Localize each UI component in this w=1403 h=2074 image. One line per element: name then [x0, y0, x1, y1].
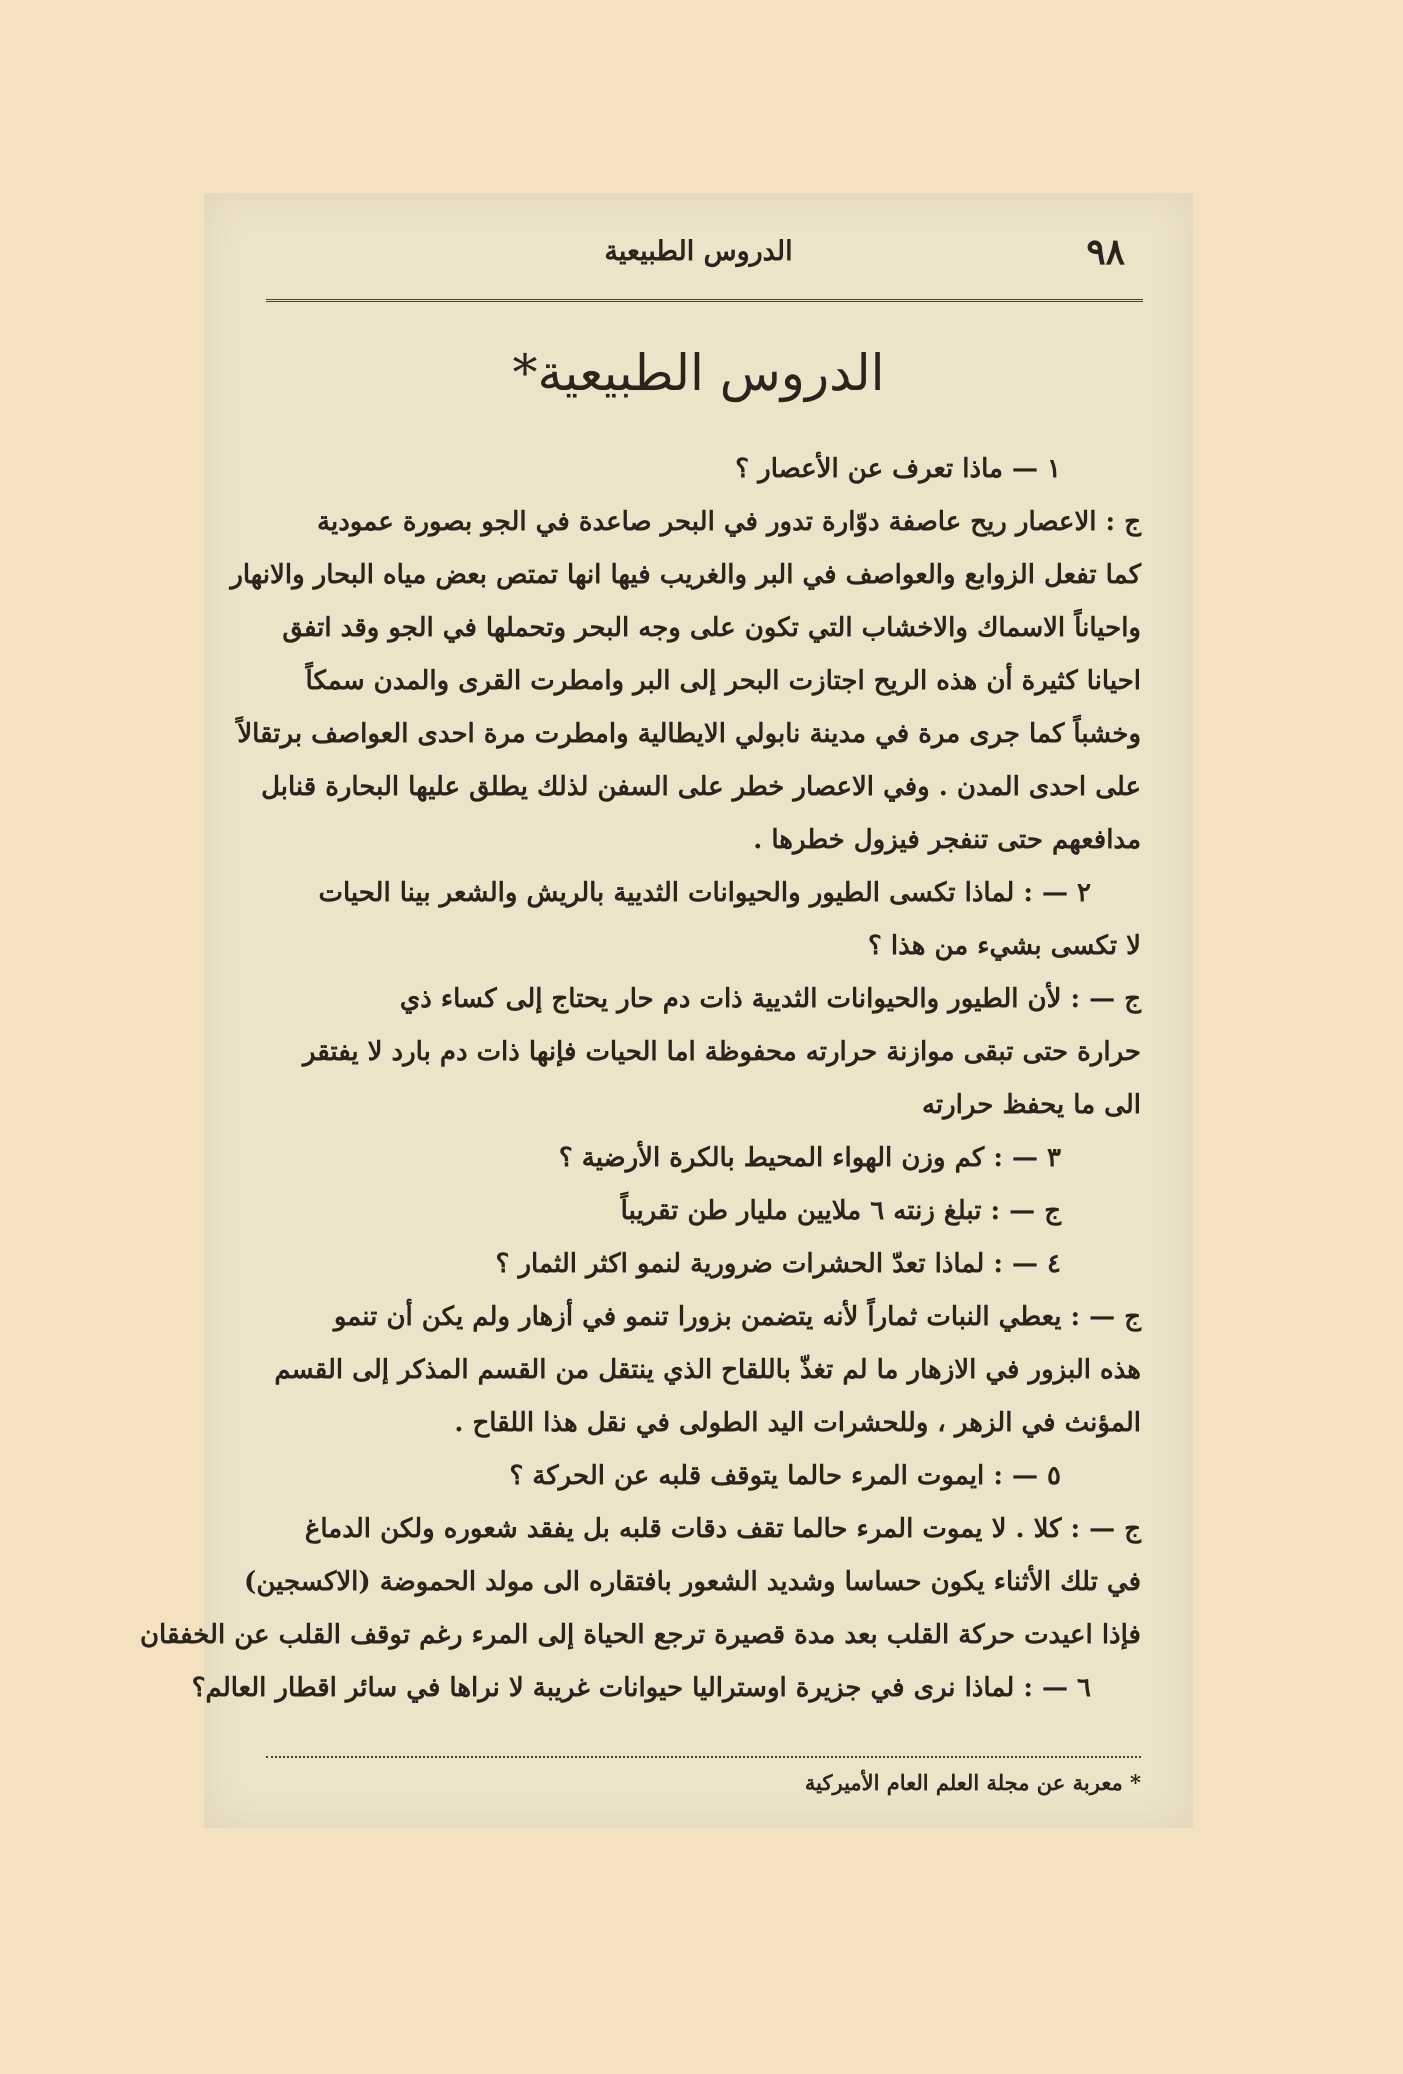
footnote-rule: [266, 1756, 1141, 1758]
question-line: ٤ — : لماذا تعدّ الحشرات ضرورية لنمو اكثر الثمار ؟: [495, 1249, 1061, 1279]
text-line: هذه البزور في الازهار ما لم تغذّ باللقاح الذي ينتقل من القسم المذكر إلى القسم: [274, 1355, 1141, 1385]
running-header: [204, 227, 1193, 277]
question-line: ٦ — : لماذا نرى في جزيرة اوستراليا حيوانات غريبة لا نراها في سائر اقطار العالم؟: [191, 1673, 1091, 1703]
answer-line: ج — : تبلغ زنته ٦ ملايين مليار طن تقريباً: [620, 1196, 1061, 1226]
question-line: ٥ — : ايموت المرء حالما يتوقف قلبه عن الحركة ؟: [509, 1461, 1061, 1491]
header-rule: [266, 299, 1143, 302]
article-title: الدروس الطبيعية*: [512, 344, 885, 402]
text-line: في تلك الأثناء يكون حساسا وشديد الشعور بافتقاره الى مولد الحموضة (الاكسجين): [244, 1567, 1141, 1597]
text-line: المؤنث في الزهر ، وللحشرات اليد الطولى في نقل هذا اللقاح .: [454, 1408, 1141, 1438]
answer-line: ج — : كلا . لا يموت المرء حالما تقف دقات قلبه بل يفقد شعوره ولكن الدماغ: [304, 1514, 1141, 1544]
text-line: واحياناً الاسماك والاخشاب التي تكون على وجه البحر وتحملها في الجو وقد اتفق: [282, 613, 1141, 643]
article-body: [139, 443, 1141, 1715]
text-line: كما تفعل الزوابع والعواصف في البر والغريب فيها انها تمتص بعض مياه البحار والانهار: [230, 560, 1141, 590]
text-line: على احدى المدن . وفي الاعصار خطر على السفن لذلك يطلق عليها البحارة قنابل: [261, 772, 1141, 802]
text-line: حرارة حتى تبقى موازنة حرارته محفوظة اما الحيات فإنها ذات دم بارد لا يفتقر: [302, 1037, 1141, 1067]
question-line: ٢ — : لماذا تكسى الطيور والحيوانات الثديية بالريش والشعر بينا الحيات: [318, 878, 1091, 908]
text-line: مدافعهم حتى تنفجر فيزول خطرها .: [753, 825, 1141, 855]
question-line: ٣ — : كم وزن الهواء المحيط بالكرة الأرضية ؟: [558, 1143, 1061, 1173]
answer-line: ج : الاعصار ريح عاصفة دوّارة تدور في البحر صاعدة في الجو بصورة عمودية: [317, 507, 1141, 537]
text-line: لا تكسى بشيء من هذا ؟: [868, 931, 1141, 961]
answer-line: ج — : يعطي النبات ثماراً لأنه يتضمن بزورا تنمو في أزهار ولم يكن أن تنمو: [333, 1302, 1141, 1332]
text-line: الى ما يحفظ حرارته: [921, 1090, 1141, 1120]
text-line: احيانا كثيرة أن هذه الريح اجتازت البحر إلى البر وامطرت القرى والمدن سمكاً: [305, 666, 1141, 696]
text-line: وخشباً كما جرى مرة في مدينة نابولي الايطالية وامطرت مرة احدى العواصف برتقالاً: [237, 719, 1141, 749]
question-line: ١ — ماذا تعرف عن الأعصار ؟: [735, 454, 1061, 484]
text-line: فإذا اعيدت حركة القلب بعد مدة قصيرة ترجع الحياة إلى المرء رغم توقف القلب عن الخفقان: [139, 1620, 1141, 1650]
page-number: ٩٨: [1086, 231, 1125, 273]
answer-line: ج — : لأن الطيور والحيوانات الثديية ذات دم حار يحتاج إلى كساء ذي: [399, 984, 1141, 1014]
footnote: * معربة عن مجلة العلم العام الأميركية: [804, 1770, 1141, 1795]
book-page: [139, 193, 1193, 1828]
running-title: الدروس الطبيعية: [604, 236, 793, 267]
